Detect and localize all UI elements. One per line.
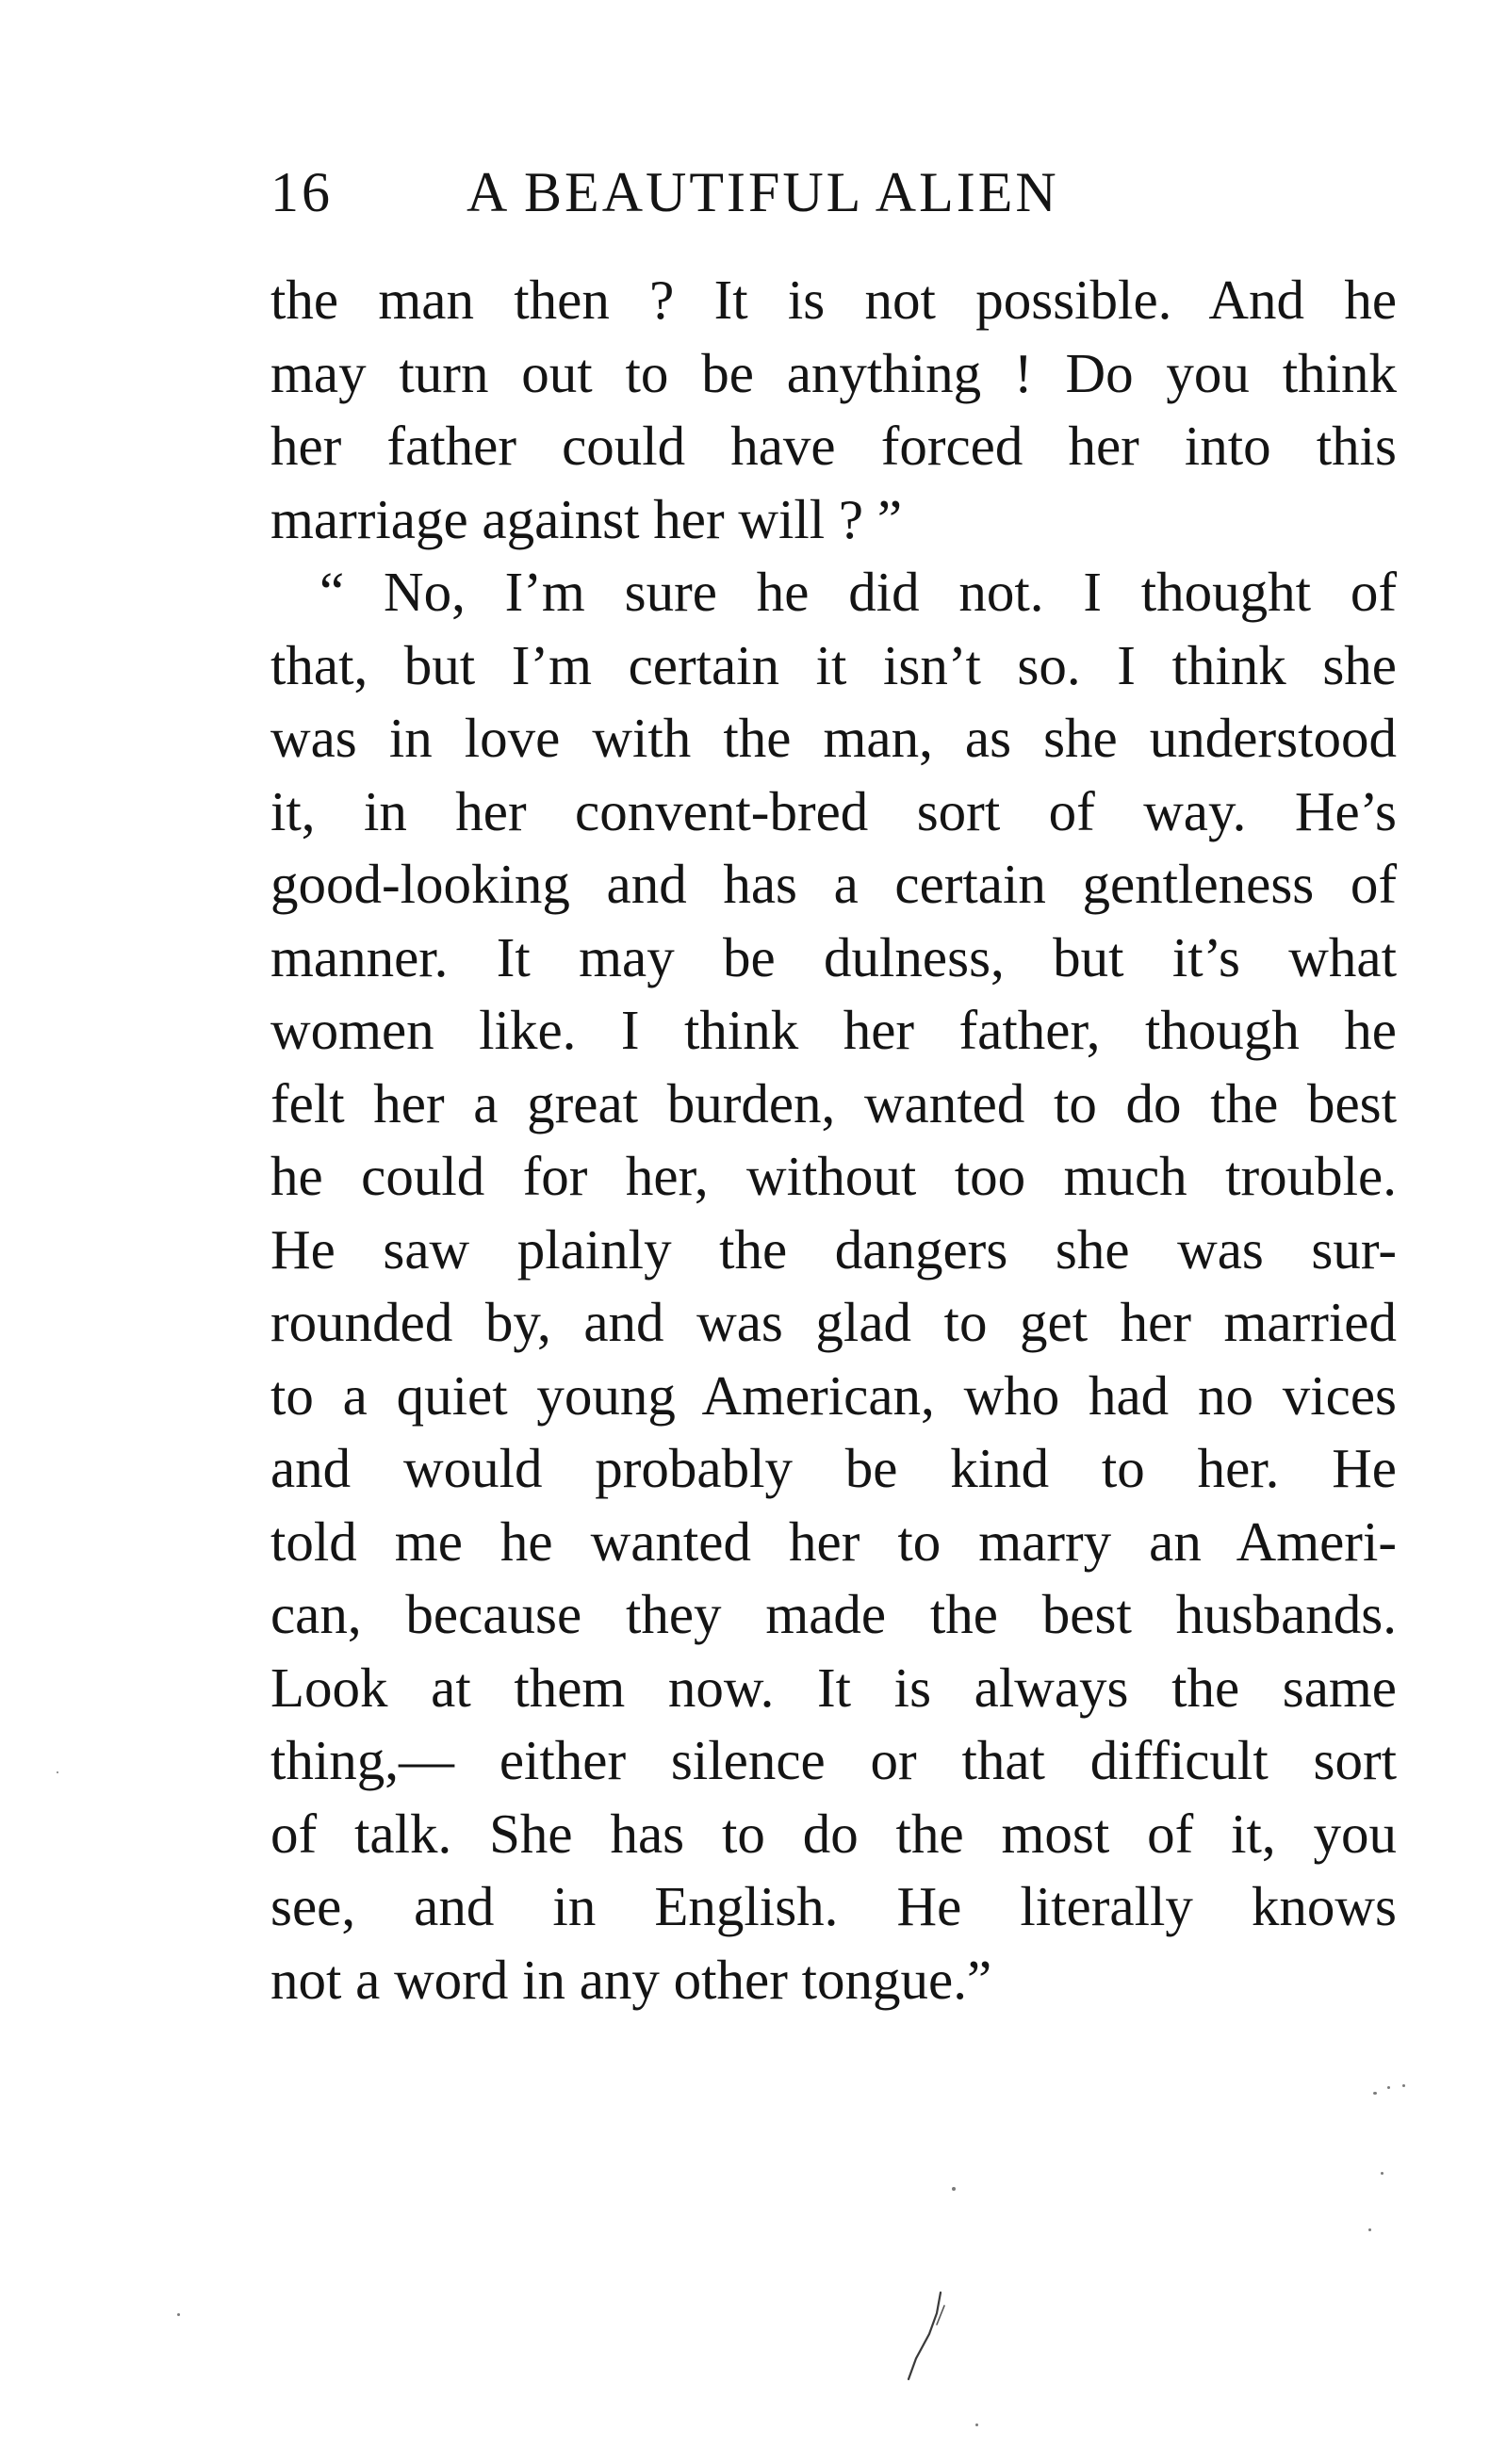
page-number: 16 [270,161,333,223]
paper-speck [177,2313,180,2316]
text-line: “ No, I’m sure he did not. I thought of [319,561,1397,623]
text-line: to a quiet young American, who had no vices [270,1363,1397,1427]
text-line: and would probably be kind to her. He [270,1437,1397,1499]
text-line: marriage against her will ? ” [270,487,903,550]
text-line: thing,— either silence or that difficult sort [270,1729,1397,1791]
text-line: the man then ? It is not possible. And he [270,269,1397,331]
text-line: women like. I think her father, though he [270,999,1397,1061]
running-head [270,160,1307,236]
paper-speck [57,1771,58,1773]
text-line: can, because they made the best husbands. [270,1583,1397,1645]
text-line: that, but I’m certain it isn’t so. I think she [270,633,1397,696]
text-line: of talk. She has to do the most of it, you [270,1802,1397,1865]
book-title: A BEAUTIFUL ALIEN [467,161,1059,223]
paper-speck [975,2423,978,2426]
text-line: may turn out to be anything ! Do you think [270,341,1397,404]
text-line: good-looking and has a certain gentleness of [270,853,1397,915]
text-line: not a word in any other tongue.” [270,1948,992,2011]
text-line: he could for her, without too much trouble. [270,1145,1397,1207]
paper-speck [1381,2172,1384,2175]
paper-speck [1402,2084,1405,2087]
text-line: Look at them now. It is always the same [270,1656,1397,1719]
text-line: He saw plainly the dangers she was sur- [270,1217,1397,1281]
text-line: rounded by, and was glad to get her married [270,1291,1397,1353]
text-line: her father could have forced her into this [270,415,1397,477]
text-line: told me he wanted her to marry an Ameri- [270,1509,1397,1573]
paper-speck [1387,2086,1390,2089]
paper-speck [1368,2228,1371,2231]
body-text [270,264,1397,2016]
text-line: felt her a great burden, wanted to do the best [270,1071,1397,1134]
text-line: it, in her convent-bred sort of way. He’s [270,779,1397,842]
paper-speck [952,2187,956,2191]
paper-speck [1373,2092,1377,2095]
ink-mark [903,2285,969,2389]
text-line: was in love with the man, as she understood [270,707,1397,769]
text-line: manner. It may be dulness, but it’s what [270,925,1397,988]
text-line: see, and in English. He literally knows [270,1875,1397,1937]
